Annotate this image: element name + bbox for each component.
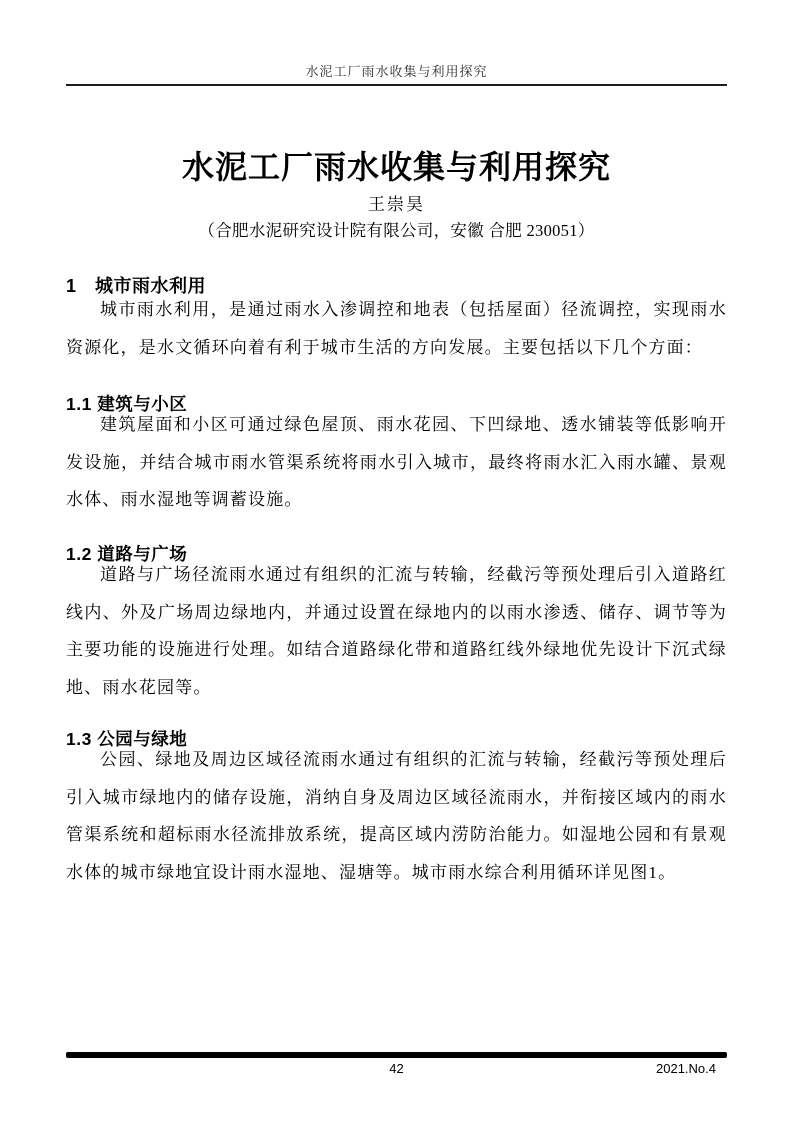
page-number: 42 <box>389 1061 404 1076</box>
author-affiliation: （合肥水泥研究设计院有限公司，安徽 合肥 230051） <box>198 221 595 240</box>
section-body-1-3: 公园、绿地及周边区域径流雨水通过有组织的汇流与转输，经截污等预处理后引入城市绿地内的储存设施，消纳自身及周边区域径流雨水，并衔接区域内的雨水管渠系统和超标雨水径流排放系统，提高区域内涝防治能力。如湿地公园和有景观水体的城市绿地宜设计雨水湿地、湿塘等。城市雨水综合利用循环详见图1。 <box>66 750 727 882</box>
issue-number: 2021.No.4 <box>656 1061 716 1076</box>
article-title: 水泥工厂雨水收集与利用探究 <box>181 149 611 186</box>
header-rule <box>66 84 727 86</box>
footer-bar <box>66 1052 727 1058</box>
section-body-1: 城市雨水利用，是通过雨水入渗调控和地表（包括屋面）径流调控，实现雨水资源化，是水文循环向着有利于城市生活的方向发展。主要包括以下几个方面： <box>66 300 727 357</box>
author-name: 王崇昊 <box>368 195 425 214</box>
section-body-1-1: 建筑屋面和小区可通过绿色屋顶、雨水花园、下凹绿地、透水铺装等低影响开发设施，并结合城市雨水管渠系统将雨水引入城市，最终将雨水汇入雨水罐、景观水体、雨水湿地等调蓄设施。 <box>66 415 727 509</box>
section-heading-1: 1 城市雨水利用 <box>66 275 207 296</box>
section-body-1-2: 道路与广场径流雨水通过有组织的汇流与转输，经截污等预处理后引入道路红线内、外及广场周边绿地内，并通过设置在绿地内的以雨水渗透、储存、调节等为主要功能的设施进行处理。如结合道路绿化带和道路红线外绿地优先设计下沉式绿地、雨水花园等。 <box>66 565 727 697</box>
section-heading-1-2: 1.2 道路与广场 <box>66 543 188 564</box>
footer <box>66 1061 727 1079</box>
running-head: 水泥工厂雨水收集与利用探究 <box>305 64 488 79</box>
section-heading-1-1: 1.1 建筑与小区 <box>66 393 188 414</box>
section-heading-1-3: 1.3 公园与绿地 <box>66 728 188 749</box>
